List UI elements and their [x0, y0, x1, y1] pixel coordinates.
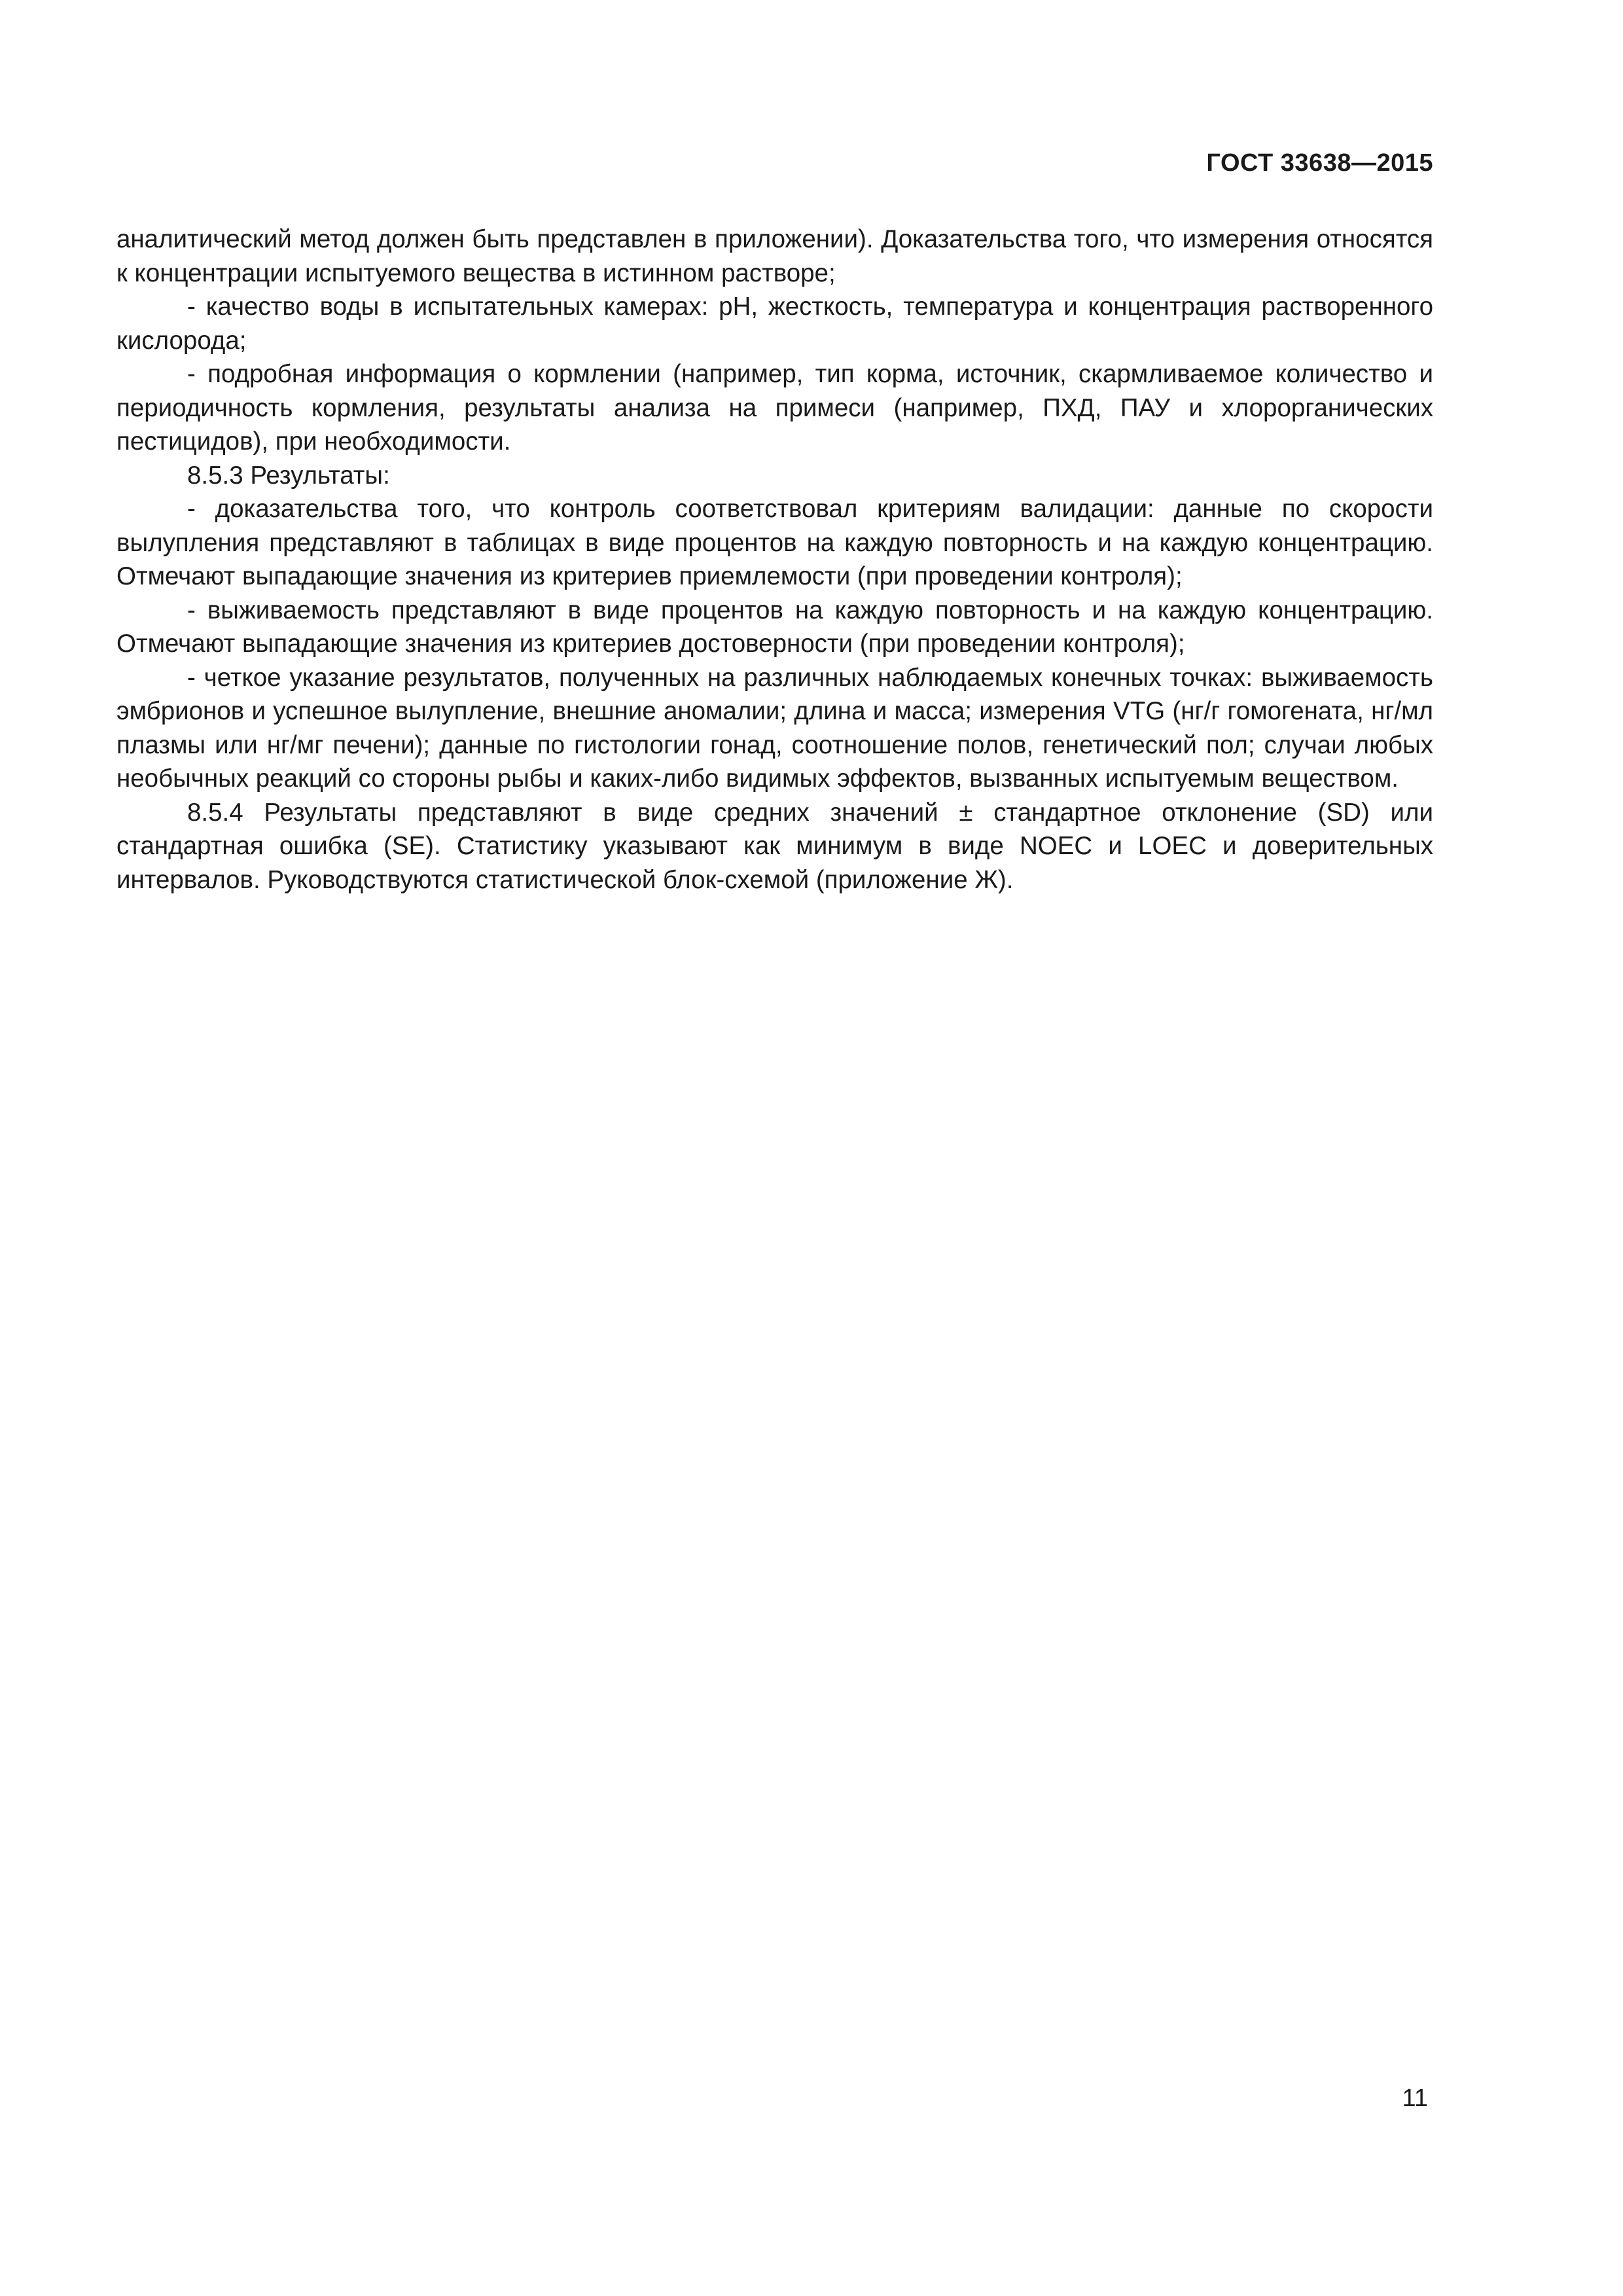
paragraph-control-validation: - доказательства того, что контроль соответствовал критериям валидации: данные по скорости вылупления представляют в таблицах в виде процентов на каждую повторность и на каждую концентрацию. Отмечают выпадающие значения из критериев приемлемости (при проведении контроля); — [116, 495, 1433, 590]
paragraph-feeding-info: - подробная информация о кормлении (например, тип корма, источник, скармливаемое количество и периодичность кормления, результаты анализа на примеси (например, ПХД, ПАУ и хлорорганических пестицидов), при необходимости. — [116, 360, 1433, 456]
paragraph-endpoints: - четкое указание результатов, полученных на различных наблюдаемых конечных точках: выживаемость эмбрионов и успешное вылупление, внешние аномалии; длина и масса; измерения VTG (нг/г гомогената, нг/мл плазмы или нг/мг печени); данные по гистологии гонад, соотношение полов, генетический пол; случаи любых необычных реакций со стороны рыбы и каких-либо видимых эффектов, вызванных испытуемым веществом. — [116, 663, 1433, 793]
paragraph-water-quality: - качество воды в испытательных камерах: pH, жесткость, температура и концентрация растворенного кислорода; — [116, 293, 1433, 355]
page-number: 11 — [1402, 2085, 1428, 2112]
document-body — [116, 223, 1433, 897]
paragraph-survival: - выживаемость представляют в виде процентов на каждую повторность и на каждую концентрацию. Отмечают выпадающие значения из критериев достоверности (при проведении контроля); — [116, 596, 1433, 658]
section-heading-8-5-3: 8.5.3 Результаты: — [187, 461, 390, 490]
paragraph-method-continuation: аналитический метод должен быть представлен в приложении). Доказательства того, что измерения относятся к концентрации испытуемого вещества в истинном растворе; — [116, 225, 1433, 287]
document-code: ГОСТ 33638—2015 — [1206, 149, 1433, 177]
paragraph-8-5-4-statistics: 8.5.4 Результаты представляют в виде средних значений ± стандартное отклонение (SD) или стандартная ошибка (SE). Статистику указывают как минимум в виде NOEC и LOEC и доверительных интервалов. Руководствуются статистической блок-схемой (приложение Ж). — [116, 798, 1433, 894]
